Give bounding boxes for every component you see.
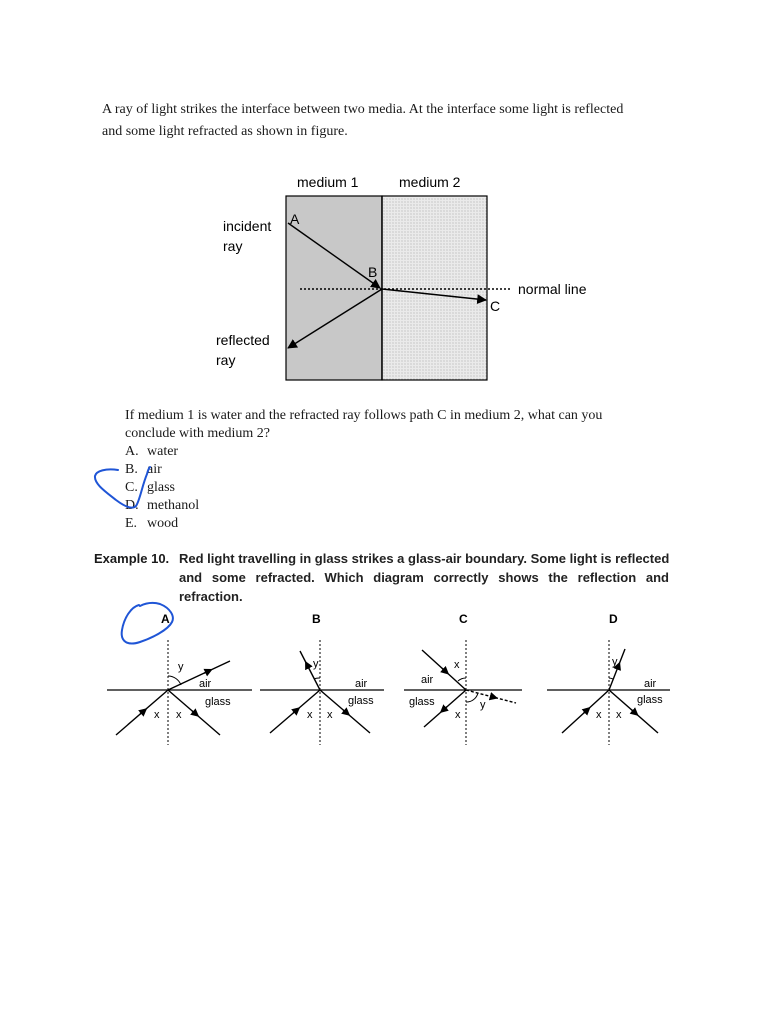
option-letter: A. [125, 444, 139, 459]
glass-label: glass [348, 695, 374, 707]
option-text: air [147, 462, 162, 477]
option-text: water [147, 444, 179, 459]
arrow-mark [442, 668, 446, 672]
arrow-mark [140, 711, 144, 714]
air-label: air [644, 678, 657, 690]
angle-arc [609, 678, 613, 679]
glass-label: glass [637, 694, 663, 706]
diagram-a[interactable] [107, 612, 252, 745]
refracted-ray [300, 651, 320, 690]
example-text [179, 549, 669, 606]
intro-line-2: and some light refracted as shown in figure. [102, 124, 348, 139]
angle-arc [168, 676, 181, 685]
medium-2-label: medium 2 [399, 174, 461, 190]
angle-arc [314, 678, 320, 679]
example-line-2: and some refracted. Which diagram correctly shows the reflection and [179, 570, 669, 585]
medium-2-region [382, 196, 487, 380]
diagram-d-letter: D [609, 612, 618, 626]
example-diagrams [92, 605, 676, 750]
glass-label: glass [205, 696, 231, 708]
arrow-mark [293, 710, 297, 713]
option-letter: B. [125, 462, 138, 477]
option-text: wood [147, 516, 179, 531]
arrow-mark [192, 711, 196, 714]
angle-arc [466, 693, 478, 702]
arrow-mark [204, 671, 209, 673]
angle-y-label: y [480, 699, 486, 711]
question-line-1: If medium 1 is water and the refracted ray follows path C in medium 2, what can you [125, 408, 603, 423]
diagram-a-letter: A [161, 612, 170, 626]
arrow-mark [490, 696, 494, 697]
angle-y-label: y [612, 656, 618, 668]
option-text: glass [147, 480, 175, 495]
question-line-2: conclude with medium 2? [125, 426, 271, 441]
angle-x-label: x [307, 709, 313, 721]
intro-line-1: A ray of light strikes the interface between two media. At the interface some light is reflected [102, 102, 624, 117]
point-c-label: C [490, 298, 501, 314]
angle-y-label: y [178, 661, 184, 673]
air-label: air [355, 678, 368, 690]
example-label: Example 10. [94, 551, 170, 566]
angle-x-label: x [154, 709, 160, 721]
diagram-d[interactable] [547, 612, 670, 745]
diagram-b[interactable] [260, 612, 384, 745]
incident-label-1: incident [223, 218, 272, 234]
arrow-mark [307, 665, 309, 669]
angle-x-label: x [454, 659, 460, 671]
arrow-mark [632, 710, 636, 714]
air-label: air [421, 674, 434, 686]
glass-label: glass [409, 696, 435, 708]
angle-x-label: x [616, 709, 622, 721]
interface-figure [200, 165, 620, 385]
example-10-block [92, 545, 676, 750]
option-text: methanol [147, 498, 200, 513]
option-d[interactable] [125, 497, 685, 515]
arrow-mark [443, 707, 447, 711]
angle-arc [458, 678, 466, 681]
reflected-label-2: ray [216, 352, 236, 368]
angle-x-label: x [327, 709, 333, 721]
medium-1-region [286, 196, 382, 380]
diagram-c-letter: C [459, 612, 468, 626]
angle-x-label: x [176, 709, 182, 721]
angle-x-label: x [596, 709, 602, 721]
angle-x-label: x [455, 709, 461, 721]
medium-1-label: medium 1 [297, 174, 359, 190]
question-block [125, 407, 685, 533]
option-c[interactable] [125, 479, 685, 497]
point-b-label: B [368, 264, 378, 280]
diagram-c[interactable] [404, 612, 522, 745]
normal-line-label: normal line [518, 281, 587, 297]
arrow-mark [584, 710, 588, 714]
arrow-mark [343, 710, 347, 713]
air-label: air [199, 678, 212, 690]
angle-y-label: y [313, 658, 319, 670]
option-letter: C. [125, 480, 138, 495]
question-stem [125, 407, 685, 443]
diagram-b-letter: B [312, 612, 321, 626]
option-a[interactable] [125, 443, 685, 461]
option-letter: D. [125, 498, 139, 513]
incident-label-2: ray [223, 238, 243, 254]
option-e[interactable] [125, 515, 685, 533]
example-line-1: Red light travelling in glass strikes a glass-air boundary. Some light is reflected [179, 551, 670, 566]
example-line-3: refraction. [179, 589, 243, 604]
point-a-label: A [290, 211, 300, 227]
option-b[interactable] [125, 461, 685, 479]
intro-paragraph [102, 99, 682, 143]
option-letter: E. [125, 516, 138, 531]
reflected-label-1: reflected [216, 332, 270, 348]
